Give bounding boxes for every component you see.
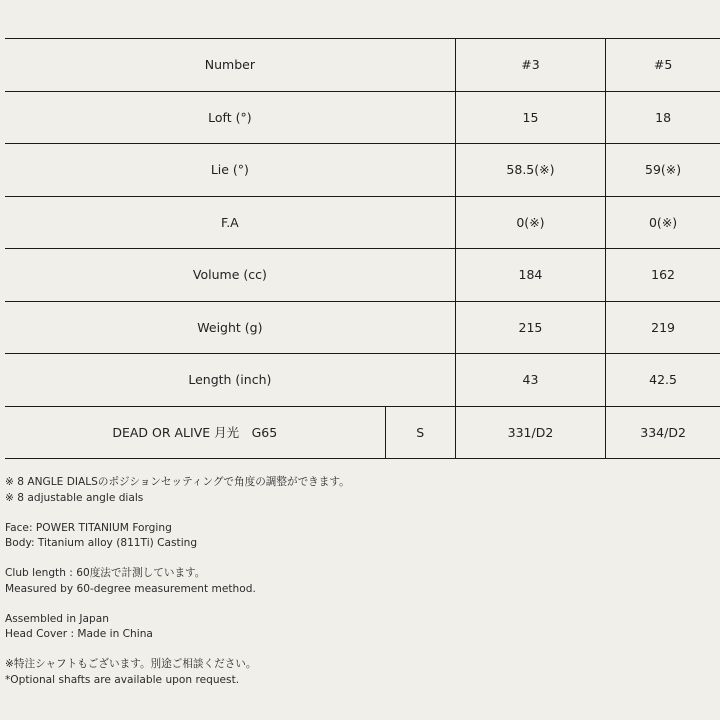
row-label: Length (inch) bbox=[5, 354, 455, 407]
shaft-flex: S bbox=[385, 406, 455, 459]
cell-club-3: 58.5(※) bbox=[455, 144, 605, 197]
note-length-jp: Club length : 60度法で計測しています。 bbox=[5, 567, 206, 579]
spec-notes bbox=[5, 475, 717, 688]
row-label: Loft (°) bbox=[5, 91, 455, 144]
table-row-length bbox=[5, 354, 720, 407]
cell-club-5: 334/D2 bbox=[606, 406, 720, 459]
cell-club-5: 0(※) bbox=[606, 196, 720, 249]
table-row-number bbox=[5, 39, 720, 92]
row-label: Volume (cc) bbox=[5, 249, 455, 302]
note-headcover: Head Cover : Made in China bbox=[5, 628, 153, 640]
shaft-name: DEAD OR ALIVE 月光 G65 bbox=[5, 406, 385, 459]
cell-club-5: 219 bbox=[606, 301, 720, 354]
table-row-lie bbox=[5, 144, 720, 197]
note-length-en: Measured by 60-degree measurement method. bbox=[5, 582, 256, 595]
cell-club-3: 43 bbox=[455, 354, 605, 407]
cell-club-3: 15 bbox=[455, 91, 605, 144]
row-label: Lie (°) bbox=[5, 144, 455, 197]
note-assembled: Assembled in Japan bbox=[5, 612, 109, 625]
cell-club-3: 215 bbox=[455, 301, 605, 354]
cell-club-3: #3 bbox=[455, 39, 605, 92]
cell-club-3: 331/D2 bbox=[455, 406, 605, 459]
table-row-fa bbox=[5, 196, 720, 249]
cell-club-3: 184 bbox=[455, 249, 605, 302]
row-label: Weight (g) bbox=[5, 301, 455, 354]
note-optional-en: *Optional shafts are available upon request. bbox=[5, 673, 240, 686]
spec-table bbox=[5, 38, 720, 459]
note-optional-jp: ※特注シャフトもございます。別途ご相談ください。 bbox=[5, 658, 257, 670]
table-row-weight bbox=[5, 301, 720, 354]
note-face: Face: POWER TITANIUM Forging bbox=[5, 521, 172, 534]
note-angle-en: ※ 8 adjustable angle dials bbox=[5, 491, 144, 504]
row-label: Number bbox=[5, 39, 455, 92]
note-angle-jp: ※ 8 ANGLE DIALSのポジションセッティングで角度の調整ができます。 bbox=[5, 476, 350, 488]
cell-club-3: 0(※) bbox=[455, 196, 605, 249]
table-row-loft bbox=[5, 91, 720, 144]
cell-club-5: 18 bbox=[606, 91, 720, 144]
cell-club-5: 162 bbox=[606, 249, 720, 302]
table-row-shaft bbox=[5, 406, 720, 459]
row-label: F.A bbox=[5, 196, 455, 249]
cell-club-5: #5 bbox=[606, 39, 720, 92]
table-row-volume bbox=[5, 249, 720, 302]
cell-club-5: 59(※) bbox=[606, 144, 720, 197]
note-body: Body: Titanium alloy (811Ti) Casting bbox=[5, 537, 198, 549]
cell-club-5: 42.5 bbox=[606, 354, 720, 407]
